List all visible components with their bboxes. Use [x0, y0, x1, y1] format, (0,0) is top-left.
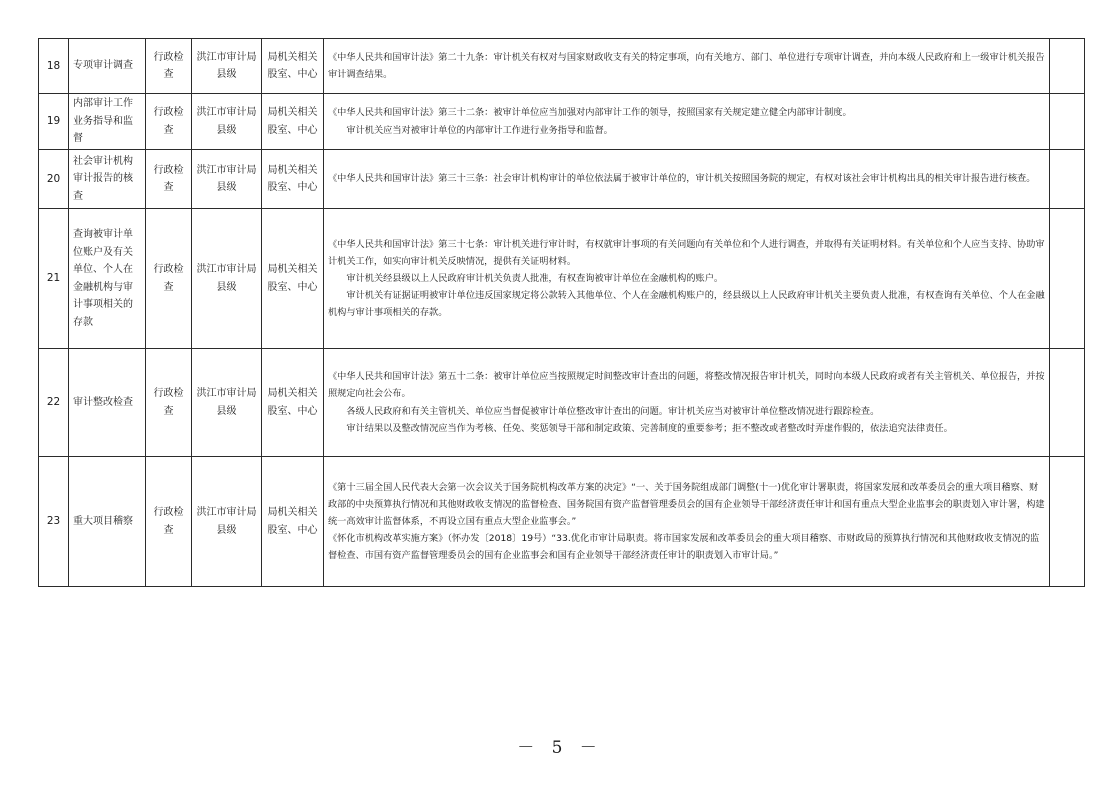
item-type: 行政检查 — [146, 209, 192, 349]
empty-cell — [1050, 349, 1085, 457]
item-name: 重大项目稽察 — [69, 457, 146, 587]
implementing-level: 洪江市审计局县级 — [192, 94, 262, 150]
basis-paragraph: 《中华人民共和国审计法》第二十九条：审计机关有权对与国家财政收支有关的特定事项，向有关地方、部门、单位进行专项审计调查，并向本级人民政府和上一级审计机关报告审计调查结果。 — [328, 51, 1045, 80]
basis-paragraph: 审计机关应当对被审计单位的内部审计工作进行业务指导和监督。 — [346, 124, 613, 136]
empty-cell — [1050, 209, 1085, 349]
empty-cell — [1050, 150, 1085, 209]
item-type: 行政检查 — [146, 457, 192, 587]
legal-basis — [324, 39, 1050, 94]
row-number: 20 — [39, 150, 69, 209]
basis-paragraph: 《中华人民共和国审计法》第三十三条：社会审计机构审计的单位依法属于被审计单位的，审计机关按照国务院的规定，有权对该社会审计机构出具的相关审计报告进行核查。 — [328, 173, 1036, 185]
basis-paragraph: 《中华人民共和国审计法》第五十二条：被审计单位应当按照规定时间整改审计查出的问题，将整改情况报告审计机关，同时向本级人民政府或者有关主管机关、单位报告，并按照规定向社会公布。 — [328, 371, 1045, 400]
row-number: 21 — [39, 209, 69, 349]
legal-basis — [324, 209, 1050, 349]
item-type: 行政检查 — [146, 94, 192, 150]
row-number: 18 — [39, 39, 69, 94]
item-type: 行政检查 — [146, 39, 192, 94]
basis-paragraph: 审计机关有证据证明被审计单位违反国家规定将公款转入其他单位、个人在金融机构账户的，经县级以上人民政府审计机关主要负责人批准，有权查询有关单位、个人在金融机构与审计事项相关的存款。 — [328, 290, 1045, 319]
item-name: 专项审计调查 — [69, 39, 146, 94]
empty-cell — [1050, 39, 1085, 94]
implementing-level: 洪江市审计局县级 — [192, 457, 262, 587]
basis-paragraph: 《中华人民共和国审计法》第三十二条：被审计单位应当加强对内部审计工作的领导，按照国家有关规定建立健全内部审计制度。 — [328, 107, 852, 119]
item-name: 内部审计工作业务指导和监督 — [69, 94, 146, 150]
responsible-department: 局机关相关股室、中心 — [262, 209, 324, 349]
basis-paragraph: 审计机关经县级以上人民政府审计机关负责人批准，有权查询被审计单位在金融机构的账户。 — [346, 272, 724, 284]
basis-paragraph: 审计结果以及整改情况应当作为考核、任免、奖惩领导干部和制定政策、完善制度的重要参考；拒不整改或者整改时弄虚作假的，依法追究法律责任。 — [346, 422, 953, 434]
table-row — [39, 39, 1085, 94]
basis-paragraph: 各级人民政府和有关主管机关、单位应当督促被审计单位整改审计查出的问题。审计机关应当对被审计单位整改情况进行跟踪检查。 — [346, 405, 880, 417]
row-number: 19 — [39, 94, 69, 150]
legal-basis — [324, 94, 1050, 150]
basis-paragraph: 《第十三届全国人民代表大会第一次会议关于国务院机构改革方案的决定》“一、关于国务院组成部门调整(十一)优化审计署职责，将国家发展和改革委员会的重大项目稽察、财政部的中央预算执行情况和其他财政收支情况的监督检查、国务院国有资产监督管理委员会的国有企业领导干部经济责任审计和国有重点大型企业监事会的职责划入审计署，构建统一高效审计监督体系，不再设立国有重点大型企业监事会。” — [328, 481, 1045, 527]
legal-basis — [324, 457, 1050, 587]
basis-paragraph: 《中华人民共和国审计法》第三十七条：审计机关进行审计时，有权就审计事项的有关问题向有关单位和个人进行调查，并取得有关证明材料。有关单位和个人应当支持、协助审计机关工作，如实向审计机关反映情况，提供有关证明材料。 — [328, 238, 1045, 267]
implementing-level: 洪江市审计局县级 — [192, 39, 262, 94]
responsible-department: 局机关相关股室、中心 — [262, 457, 324, 587]
row-number: 23 — [39, 457, 69, 587]
implementing-level: 洪江市审计局县级 — [192, 150, 262, 209]
responsible-department: 局机关相关股室、中心 — [262, 349, 324, 457]
legal-basis — [324, 349, 1050, 457]
table-row — [39, 150, 1085, 209]
item-type: 行政检查 — [146, 349, 192, 457]
table-row — [39, 94, 1085, 150]
implementing-level: 洪江市审计局县级 — [192, 349, 262, 457]
item-name: 查询被审计单位账户及有关单位、个人在金融机构与审计事项相关的存款 — [69, 209, 146, 349]
table-row — [39, 349, 1085, 457]
empty-cell — [1050, 94, 1085, 150]
responsible-department: 局机关相关股室、中心 — [262, 150, 324, 209]
responsible-department: 局机关相关股室、中心 — [262, 39, 324, 94]
table-row — [39, 457, 1085, 587]
item-name: 审计整改检查 — [69, 349, 146, 457]
empty-cell — [1050, 457, 1085, 587]
row-number: 22 — [39, 349, 69, 457]
item-type: 行政检查 — [146, 150, 192, 209]
basis-paragraph: 《怀化市机构改革实施方案》（怀办发〔2018〕19号）“33.优化市审计局职责。将市国家发展和改革委员会的重大项目稽察、市财政局的预算执行情况和其他财政收支情况的监督检查、市国有资产监督管理委员会的国有企业监事会和国有企业领导干部经济责任审计的职责划入市审计局。” — [328, 533, 1040, 562]
audit-items-table — [38, 38, 1085, 587]
legal-basis — [324, 150, 1050, 209]
item-name: 社会审计机构审计报告的核查 — [69, 150, 146, 209]
implementing-level: 洪江市审计局县级 — [192, 209, 262, 349]
table-row — [39, 209, 1085, 349]
responsible-department: 局机关相关股室、中心 — [262, 94, 324, 150]
page-number: － 5 － — [517, 738, 603, 758]
